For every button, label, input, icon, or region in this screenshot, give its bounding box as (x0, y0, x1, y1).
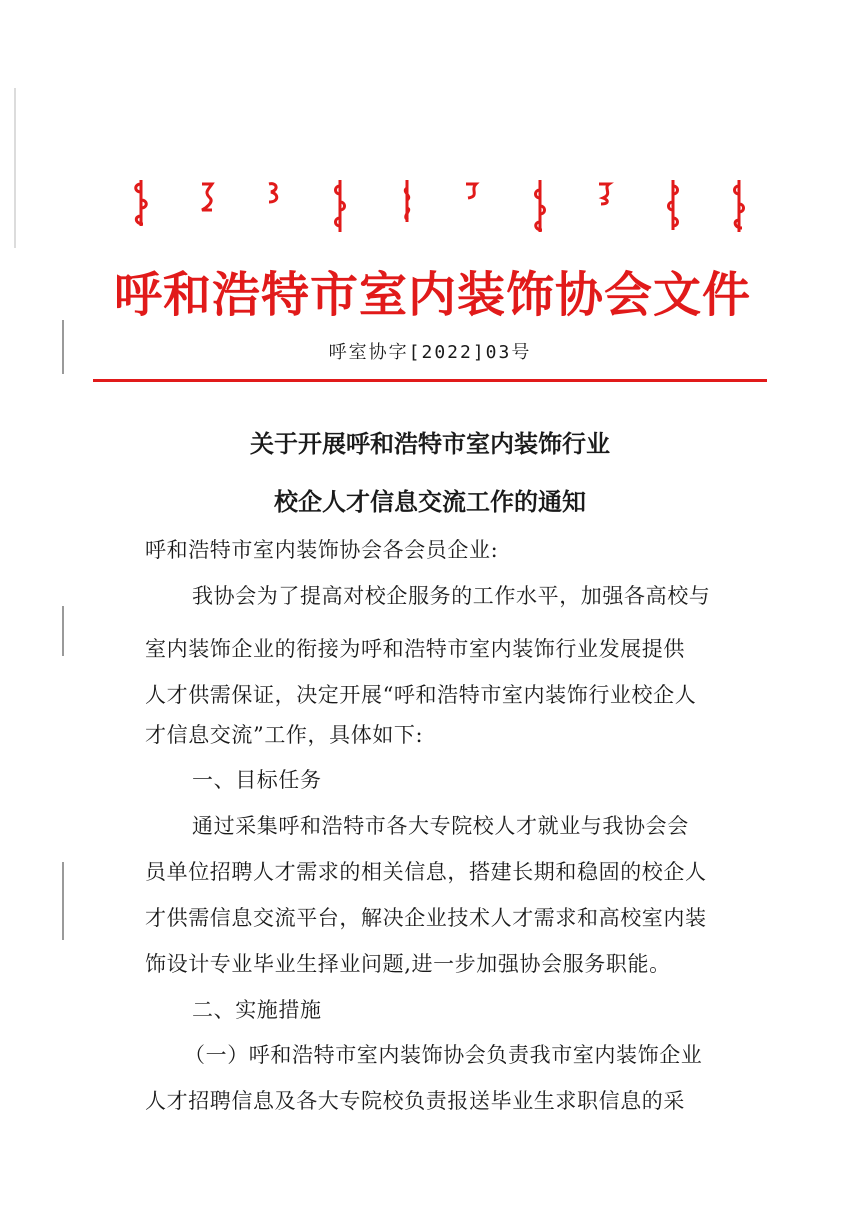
mongolian-glyph (263, 178, 285, 208)
mongolian-glyph (728, 178, 750, 236)
mongolian-glyph (329, 178, 351, 236)
body-line: 我协会为了提高对校企服务的工作水平，加强各高校与 (192, 584, 711, 608)
mongolian-glyph (196, 178, 218, 218)
body-line: 人才供需保证，决定开展“呼和浩特市室内装饰行业校企人 (145, 683, 697, 707)
scan-mark (14, 88, 16, 248)
mongolian-glyph (396, 178, 418, 226)
red-divider (93, 379, 767, 382)
document-number: 呼室协字[2022]03号 (328, 342, 532, 363)
section-heading: 一、目标任务 (192, 768, 322, 792)
section-heading: 二、实施措施 (192, 998, 322, 1022)
mongolian-glyph (662, 178, 684, 234)
body-line: 员单位招聘人才需求的相关信息，搭建长期和稳固的校企人 (145, 860, 707, 884)
body-line: （一）呼和浩特市室内装饰协会负责我市室内装饰企业 (184, 1043, 703, 1067)
org-title: 呼和浩特市室内装饰协会文件 (113, 267, 751, 323)
mongolian-script-header (130, 178, 750, 240)
body-line: 才信息交流”工作，具体如下: (145, 723, 424, 747)
mongolian-glyph (130, 178, 152, 230)
body-line: 才供需信息交流平台，解决企业技术人才需求和高校室内装 (145, 906, 707, 930)
body-line: 人才招聘信息及各大专院校负责报送毕业生求职信息的采 (145, 1089, 685, 1113)
mongolian-glyph (529, 178, 551, 236)
mongolian-glyph (462, 178, 484, 204)
mongolian-glyph (595, 178, 617, 208)
body-line: 通过采集呼和浩特市各大专院校人才就业与我协会会 (192, 814, 689, 838)
salutation: 呼和浩特市室内装饰协会各会员企业: (145, 538, 499, 562)
scan-mark (62, 606, 64, 656)
body-line: 饰设计专业毕业生择业问题,进一步加强协会服务职能。 (145, 952, 671, 976)
notice-title-line2: 校企人才信息交流工作的通知 (274, 487, 586, 516)
notice-title-line1: 关于开展呼和浩特市室内装饰行业 (250, 429, 610, 458)
scan-mark (62, 862, 64, 940)
body-line: 室内装饰企业的衔接为呼和浩特市室内装饰行业发展提供 (145, 637, 685, 661)
